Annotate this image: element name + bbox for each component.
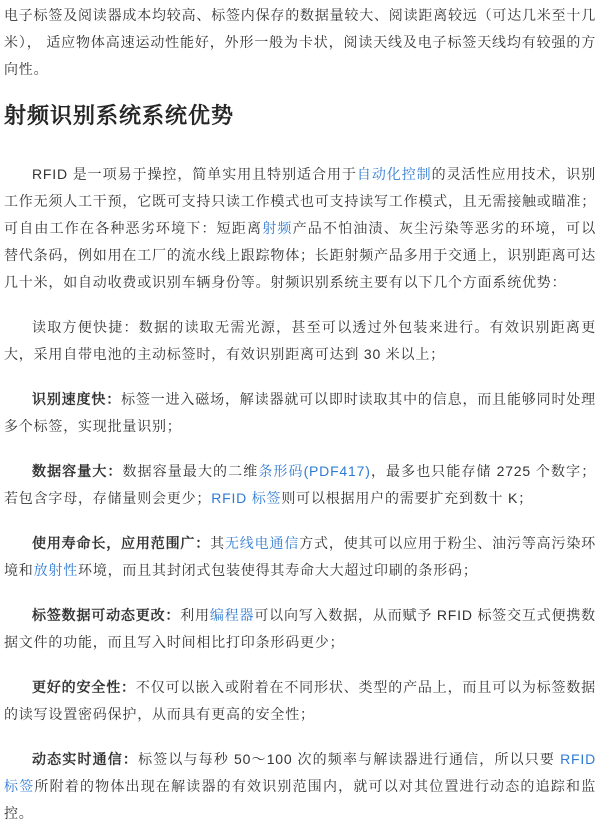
text-run: 的灵活性应用技术，识别工作无须人工干预，它既可支持只读工作模式也可支持读写工作模式，且无需接触或瞄准；可自由工作在各种恶劣环境下：短距离 (4, 166, 596, 236)
text-run: 所附着的物体出现在解读器的有效识别范围内，就可以对其位置进行动态的追踪和监控。 (4, 778, 596, 821)
text-run: 利用 (180, 607, 210, 623)
link-automation-control[interactable]: 自动化控制 (356, 166, 432, 182)
para-lead: 更好的安全性： (32, 679, 136, 695)
para-recognition-speed (4, 386, 596, 440)
text-run: 则可以根据用户的需要扩充到数十 K； (281, 490, 533, 506)
para-data-capacity (4, 458, 596, 512)
link-barcode-pdf417[interactable]: 条形码(PDF417) (258, 463, 371, 479)
link-programmer[interactable]: 编程器 (209, 607, 255, 623)
section-heading: 射频识别系统系统优势 (4, 103, 235, 128)
para-dynamic-update (4, 602, 596, 656)
link-radio-communication[interactable]: 无线电通信 (224, 535, 300, 551)
para-read-convenience (4, 314, 596, 368)
text-run: ，最多也只能存储 2725 个数字；若包含字母，存储量则会更少； (4, 463, 596, 506)
para-lead: 使用寿命长，应用范围广： (32, 535, 211, 551)
para-lead: 标签数据可动态更改： (32, 607, 181, 623)
text-run: 标签以与每秒 50～100 次的频率与解读器进行通信，所以只要 (138, 751, 561, 767)
link-radioactive[interactable]: 放射性 (33, 562, 79, 578)
para-rfid-overview (4, 161, 596, 296)
text-run: 标签一进入磁场，解读器就可以即时读取其中的信息，而且能够同时处理多个标签，实现批量识别； (4, 391, 596, 434)
para-security (4, 674, 596, 728)
text-run: 环境，而且其封闭式包装使得其寿命大大超过印刷的条形码； (78, 562, 478, 578)
advantages-section (4, 161, 596, 827)
text-run: 不仅可以嵌入或附着在不同形状、类型的产品上，而且可以为标签数据的读写设置密码保护，从而具有更高的安全性； (4, 679, 596, 722)
text-run: 方式，使其可以应用于粉尘、油污等高污染环境和 (4, 535, 596, 578)
link-radio-frequency[interactable]: 射频 (262, 220, 293, 236)
text-run: 电子标签及阅读器成本均较高、标签内保存的数据量较大、阅读距离较远（可达几米至十几米）， 适应物体高速运动性能好，外形一般为卡状，阅读天线及电子标签天线均有较强的方向性。 (4, 7, 596, 77)
para-lead: 动态实时通信： (32, 751, 139, 767)
link-rfid-tag-2[interactable]: RFID 标签 (4, 751, 596, 794)
intro-section (4, 2, 596, 83)
para-realtime-communication (4, 746, 596, 827)
para-lead: 识别速度快： (32, 391, 122, 407)
text-run: 可以向写入数据，从而赋予 RFID 标签交互式便携数据文件的功能，而且写入时间相比打印条形码更少； (4, 607, 596, 650)
para-tag-characteristics (4, 2, 596, 83)
text-run: 数据容量最大的二维 (122, 463, 259, 479)
text-run: 产品不怕油渍、灰尘污染等恶劣的环境，可以替代条码，例如用在工厂的流水线上跟踪物体；长距射频产品多用于交通上，识别距离可达几十米，如自动收费或识别车辆身份等。射频识别系统主要有以下几个方面系统优势： (4, 220, 596, 290)
para-lead: 数据容量大： (32, 463, 123, 479)
para-long-life (4, 530, 596, 584)
text-run: RFID 是一项易于操控，简单实用且特别适合用于 (32, 166, 357, 182)
link-rfid-tag[interactable]: RFID 标签 (211, 490, 282, 506)
text-run: 其 (210, 535, 225, 551)
text-run: 读取方便快捷：数据的读取无需光源，甚至可以透过外包装来进行。有效识别距离更大，采用自带电池的主动标签时，有效识别距离可达到 30 米以上； (4, 319, 596, 362)
